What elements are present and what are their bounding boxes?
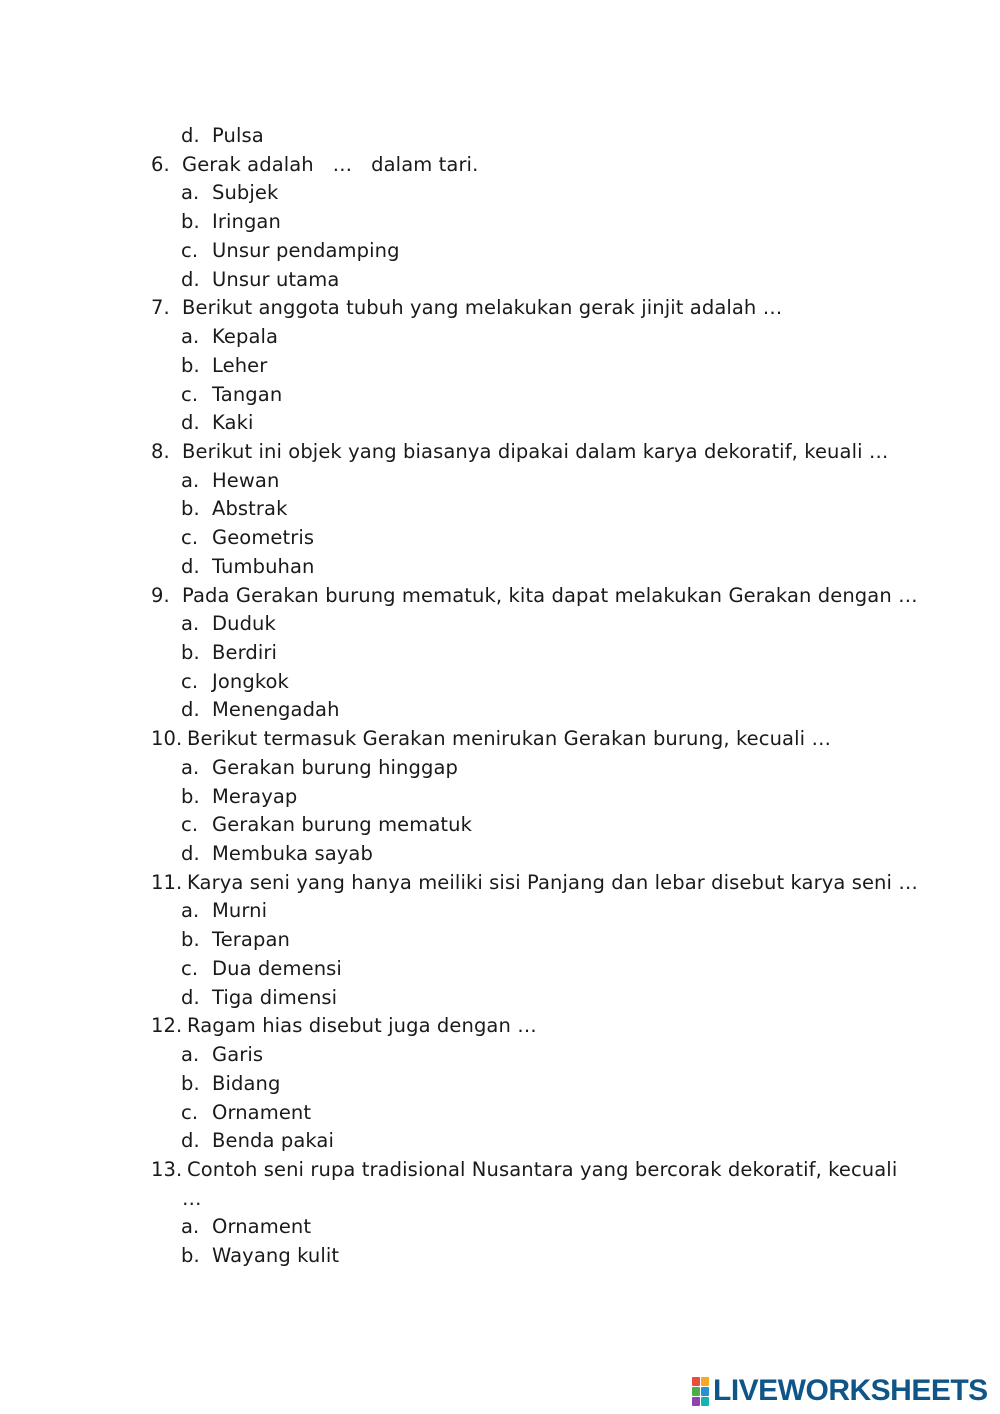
- option-text: Leher: [212, 353, 268, 377]
- question-text: Contoh seni rupa tradisional Nusantara yang bercorak dekoratif, kecuali: [187, 1157, 898, 1181]
- question-text: Ragam hias disebut juga dengan …: [187, 1014, 537, 1038]
- question-number: 10.: [151, 727, 183, 751]
- option-text: Berdiri: [212, 641, 277, 664]
- option-letter: a.: [181, 1215, 200, 1239]
- option-text: Hewan: [212, 468, 280, 492]
- option-text: Murni: [212, 899, 268, 923]
- liveworksheets-logo: [692, 1371, 988, 1411]
- logo-icon-cell: [701, 1377, 709, 1386]
- question-text: Gerak adalah … dalam tari.: [182, 152, 479, 176]
- option-letter: b.: [181, 353, 200, 377]
- option-text: Merayap: [212, 784, 298, 808]
- question-number: 8.: [151, 439, 170, 463]
- option-letter: c.: [181, 1100, 199, 1124]
- option-letter: c.: [181, 382, 199, 406]
- option-letter: d.: [181, 698, 200, 722]
- option-text: Gerakan burung mematuk: [212, 813, 473, 837]
- option-text: Kaki: [212, 411, 254, 435]
- question-text: …: [182, 1186, 202, 1210]
- option-letter: b.: [181, 928, 200, 952]
- option-text: Iringan: [212, 210, 281, 234]
- option-letter: d.: [181, 267, 200, 291]
- question-text: Berikut termasuk Gerakan menirukan Gerakan burung, kecuali …: [187, 727, 832, 751]
- option-letter: d.: [181, 411, 200, 435]
- option-text: Garis: [212, 1043, 264, 1066]
- option-letter: d.: [181, 985, 200, 1009]
- question-text: Pada Gerakan burung mematuk, kita dapat melakukan Gerakan dengan …: [182, 583, 918, 607]
- option-letter: d.: [181, 124, 200, 147]
- option-text: Bidang: [212, 1071, 281, 1095]
- option-text: Unsur pendamping: [212, 238, 400, 262]
- option-text: Terapan: [212, 928, 290, 952]
- option-text: Wayang kulit: [212, 1244, 340, 1268]
- question-text: Karya seni yang hanya meiliki sisi Panjang dan lebar disebut karya seni …: [187, 870, 918, 894]
- question-number: 13.: [151, 1157, 183, 1181]
- option-letter: c.: [181, 956, 199, 980]
- logo-icon-cell: [701, 1387, 709, 1396]
- question-number: 6.: [151, 152, 170, 176]
- option-letter: a.: [181, 325, 200, 348]
- logo-icon-cell: [692, 1377, 700, 1386]
- logo-icon-cell: [692, 1387, 700, 1396]
- option-text: Tangan: [212, 382, 283, 406]
- option-letter: b.: [181, 497, 200, 521]
- question-number: 9.: [151, 583, 170, 607]
- option-text: Pulsa: [212, 124, 264, 147]
- option-letter: a.: [181, 468, 200, 492]
- option-letter: d.: [181, 1129, 200, 1153]
- question-text: Berikut anggota tubuh yang melakukan gerak jinjit adalah …: [182, 296, 783, 320]
- option-text: Kepala: [212, 325, 279, 348]
- option-letter: a.: [181, 612, 200, 636]
- question-number: 7.: [151, 296, 170, 320]
- option-letter: a.: [181, 1043, 200, 1066]
- option-letter: b.: [181, 641, 200, 664]
- option-letter: c.: [181, 526, 199, 550]
- option-text: Ornament: [212, 1100, 312, 1124]
- option-text: Dua demensi: [212, 956, 342, 980]
- option-text: Ornament: [212, 1215, 312, 1239]
- option-letter: a.: [181, 899, 200, 923]
- option-text: Membuka sayab: [212, 842, 373, 865]
- option-text: Tumbuhan: [212, 554, 315, 578]
- option-text: Abstrak: [212, 497, 288, 521]
- option-text: Benda pakai: [212, 1129, 335, 1153]
- option-letter: b.: [181, 1244, 200, 1268]
- option-text: Tiga dimensi: [212, 985, 338, 1009]
- option-text: Subjek: [212, 181, 279, 205]
- option-letter: a.: [181, 181, 200, 205]
- option-letter: c.: [181, 813, 199, 837]
- question-text: Berikut ini objek yang biasanya dipakai dalam karya dekoratif, keuali …: [182, 439, 889, 463]
- option-text: Duduk: [212, 612, 276, 636]
- option-letter: d.: [181, 554, 200, 578]
- option-letter: b.: [181, 784, 200, 808]
- option-letter: b.: [181, 210, 200, 234]
- liveworksheets-logo-text: LIVEWORKSHEETS: [713, 1374, 988, 1407]
- option-text: Gerakan burung hinggap: [212, 755, 458, 779]
- question-number: 11.: [151, 870, 183, 894]
- option-text: Jongkok: [212, 669, 289, 693]
- option-letter: c.: [181, 669, 199, 693]
- liveworksheets-logo-icon: [692, 1377, 709, 1406]
- question-number: 12.: [151, 1014, 183, 1038]
- option-letter: b.: [181, 1071, 200, 1095]
- option-text: Unsur utama: [212, 267, 340, 291]
- option-letter: a.: [181, 755, 200, 779]
- option-text: Geometris: [212, 526, 315, 550]
- option-text: Menengadah: [212, 698, 340, 722]
- logo-icon-cell: [692, 1397, 700, 1406]
- logo-icon-cell: [701, 1397, 709, 1406]
- option-letter: d.: [181, 842, 200, 865]
- option-letter: c.: [181, 238, 199, 262]
